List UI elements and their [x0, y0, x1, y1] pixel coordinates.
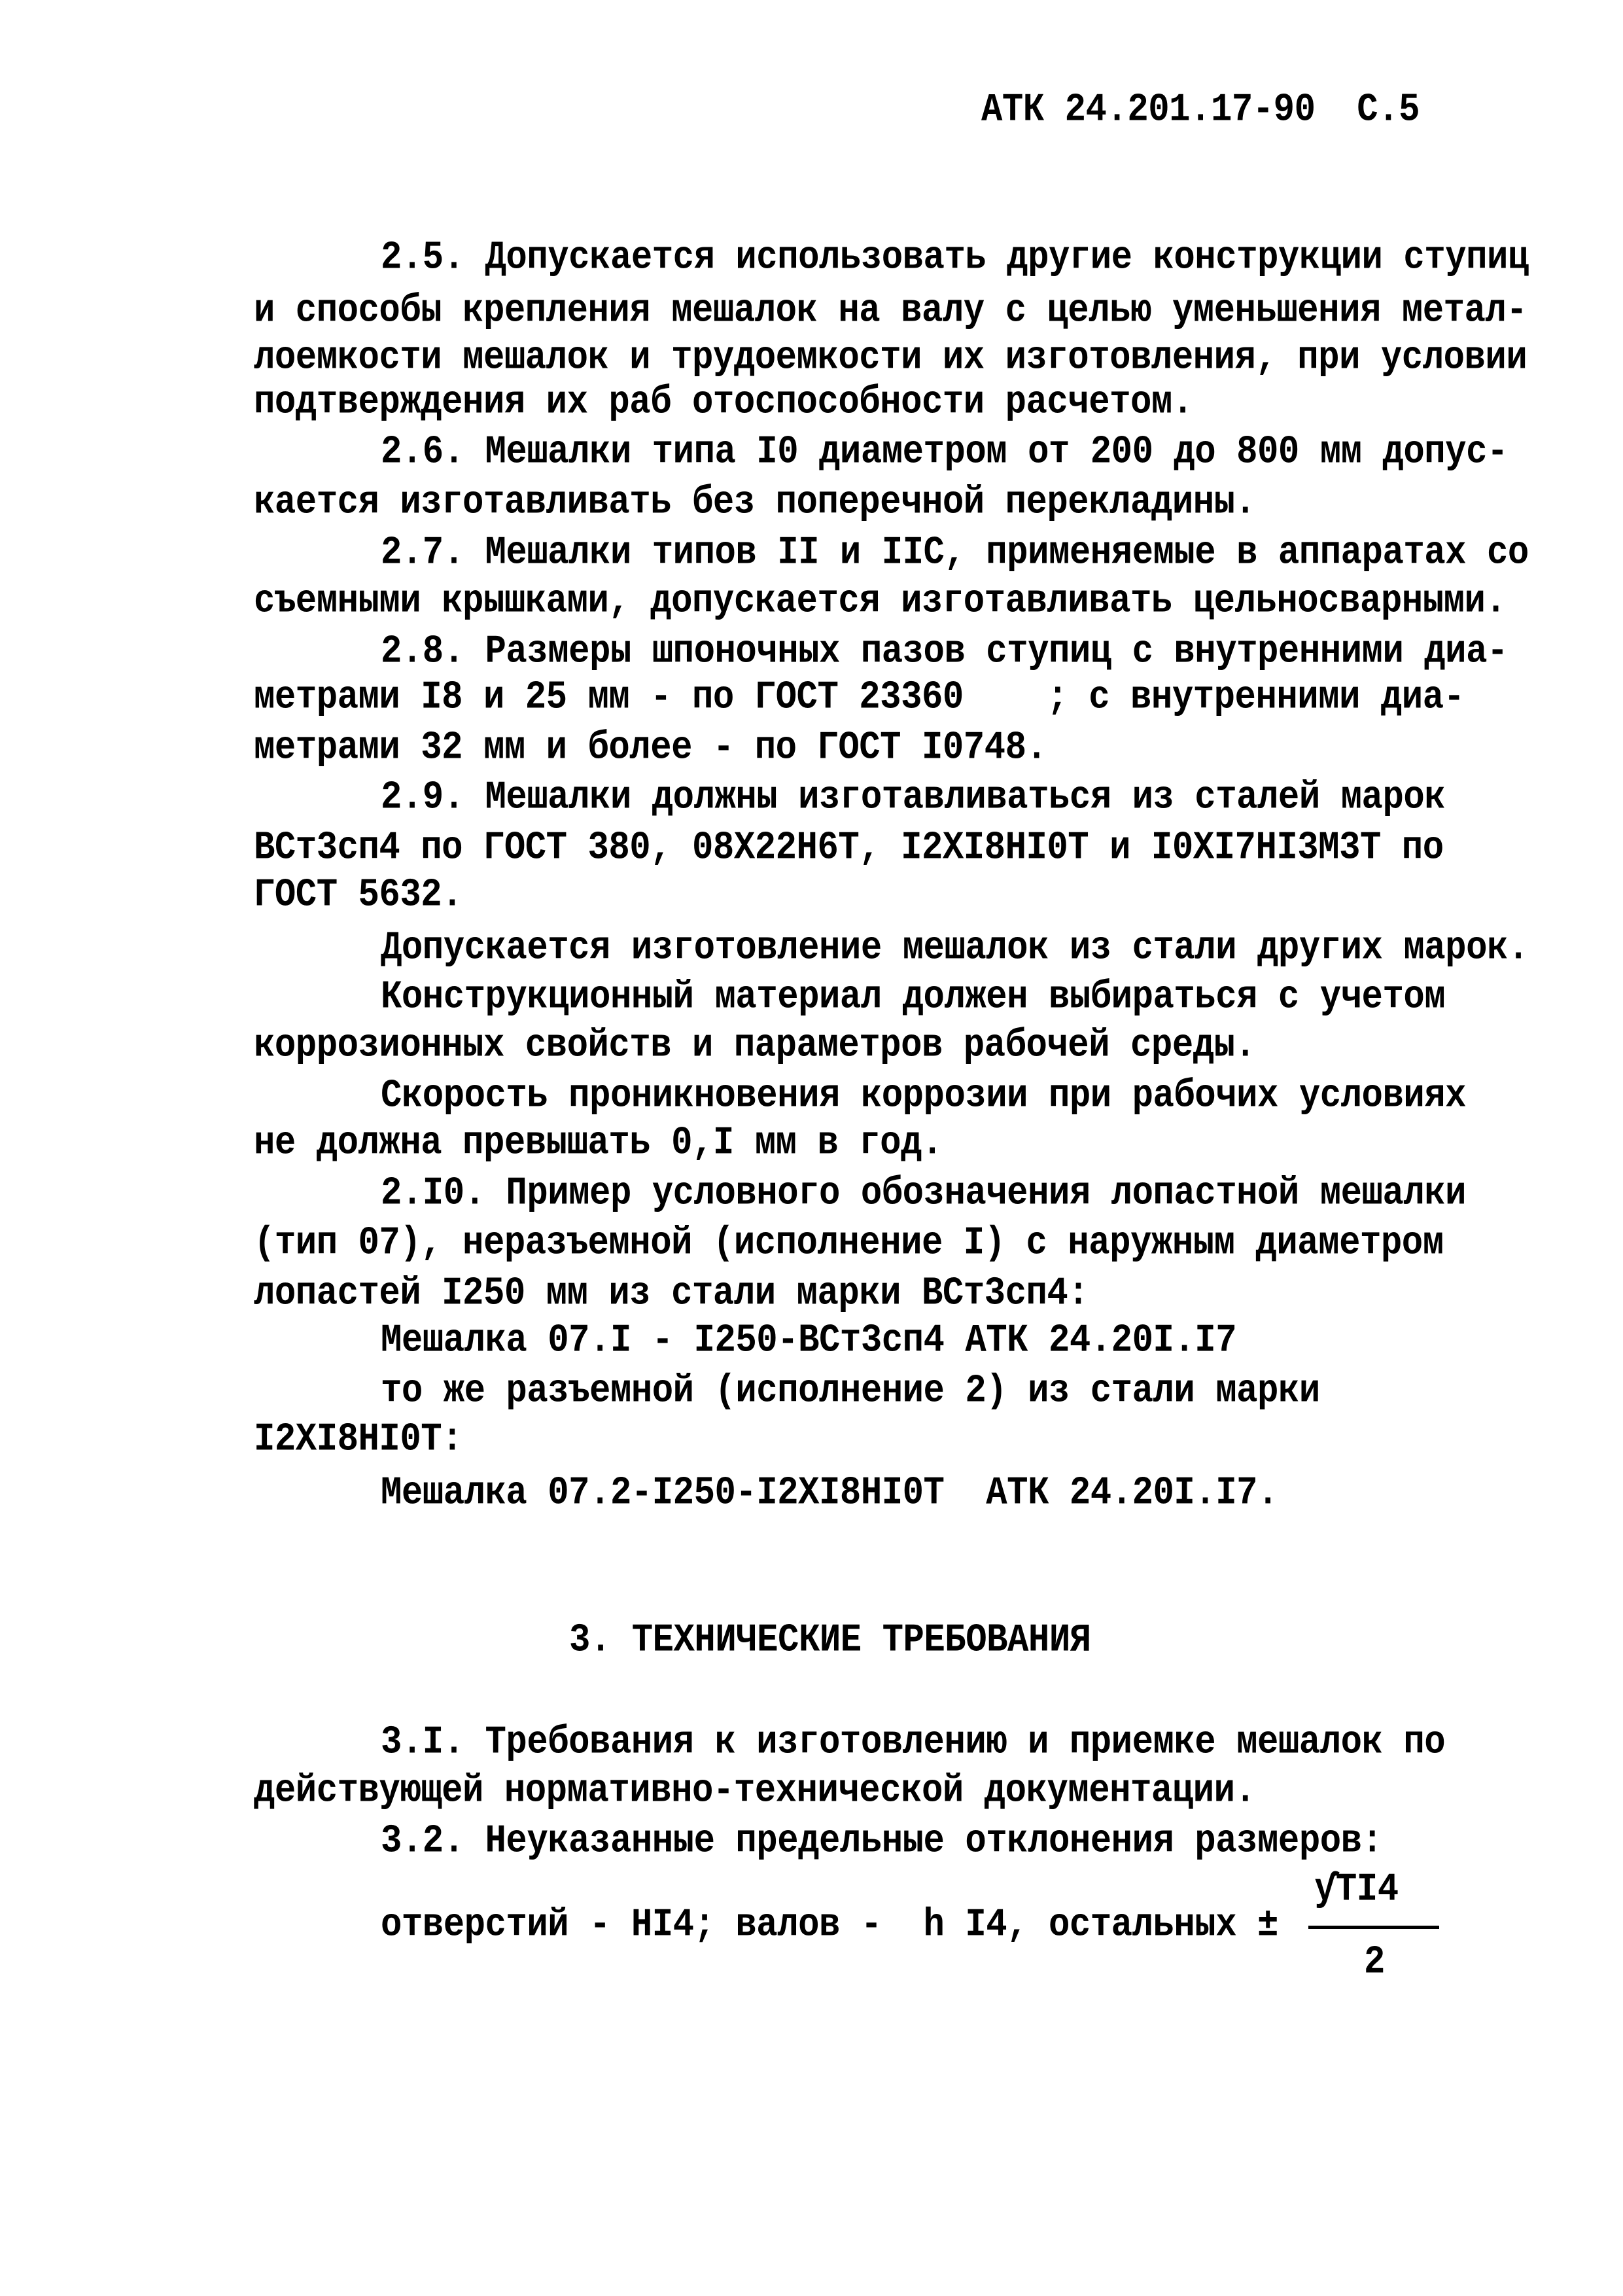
tolerance-formula: отверстий - НI4; валов - h I4, остальных ±	[381, 1903, 1278, 1948]
paragraph-same-line: I2ХI8НI0Т:	[254, 1417, 463, 1462]
paragraph-2-8-line: метрами I8 и 25 мм - по ГОСТ 23360 ; с внутренними диа-	[254, 675, 1465, 720]
paragraph-2-6-line: кается изготавливать без поперечной перекладины.	[254, 480, 1256, 525]
paragraph-3-1-line: действующей нормативно-технической документации.	[254, 1769, 1256, 1814]
paragraph-material-line: коррозионных свойств и параметров рабочей среды.	[254, 1023, 1256, 1069]
paragraph-2-6-line: 2.6. Мешалки типа I0 диаметром от 200 до 800 мм допус-	[381, 430, 1508, 475]
paragraph-2-5-line: лоемкости мешалок и трудоемкости их изготовления, при условии	[254, 336, 1527, 381]
fraction-numerator: ƴTI4	[1315, 1867, 1399, 1913]
paragraph-3-2: 3.2. Неуказанные предельные отклонения размеров:	[381, 1819, 1383, 1864]
paragraph-material-line: Конструкционный материал должен выбираться с учетом	[381, 975, 1446, 1020]
paragraph-2-9-line: 2.9. Мешалки должны изготавливаться из сталей марок	[381, 775, 1446, 821]
paragraph-2-7-line: 2.7. Мешалки типов II и IIС, применяемые в аппаратах со	[381, 531, 1529, 576]
paragraph-2-8-line: метрами 32 мм и более - по ГОСТ I0748.	[254, 726, 1047, 771]
page-number: С.5	[1357, 88, 1420, 133]
paragraph-corrosion-line: Скорость проникновения коррозии при рабочих условиях	[381, 1074, 1467, 1119]
paragraph-2-10-line: (тип 07), неразъемной (исполнение I) с наружным диаметром	[254, 1221, 1444, 1266]
paragraph-corrosion-line: не должна превышать 0,I мм в год.	[254, 1121, 943, 1166]
paragraph-2-10-line: лопастей I250 мм из стали марки ВСт3сп4:	[254, 1271, 1089, 1316]
paragraph-3-1-line: 3.I. Требования к изготовлению и приемке мешалок по	[381, 1720, 1446, 1765]
paragraph-other-steels: Допускается изготовление мешалок из стали других марок.	[381, 926, 1529, 971]
document-code: АТК 24.201.17-90	[981, 88, 1316, 133]
fraction-bar	[1308, 1926, 1439, 1929]
paragraph-2-9-line: ГОСТ 5632.	[254, 873, 463, 918]
paragraph-2-5-line: подтверждения их раб отоспособности расчетом.	[254, 380, 1193, 425]
paragraph-2-9-line: ВСт3сп4 по ГОСТ 380, 08Х22Н6Т, I2ХI8НI0Т и I0ХI7НI3М3Т по	[254, 826, 1444, 871]
designation-example-1: Мешалка 07.I - I250-ВСт3сп4 АТК 24.20I.I7	[381, 1318, 1237, 1364]
paragraph-2-10-line: 2.I0. Пример условного обозначения лопастной мешалки	[381, 1171, 1467, 1216]
paragraph-2-7-line: съемными крышками, допускается изготавливать цельносварными.	[254, 579, 1507, 624]
designation-example-2: Мешалка 07.2-I250-I2ХI8НI0Т АТК 24.20I.I7.	[381, 1471, 1278, 1516]
fraction-denominator: 2	[1364, 1940, 1385, 1985]
paragraph-2-8-line: 2.8. Размеры шпоночных пазов ступиц с внутренними диа-	[381, 629, 1508, 675]
paragraph-2-5-line: и способы крепления мешалок на валу с целью уменьшения метал-	[254, 289, 1527, 334]
section-heading: 3. ТЕХНИЧЕСКИЕ ТРЕБОВАНИЯ	[569, 1618, 1091, 1663]
document-code-and-page	[981, 82, 1420, 138]
paragraph-2-5-line: 2.5. Допускается использовать другие конструкции ступиц	[381, 236, 1529, 281]
paragraph-same-line: то же разъемной (исполнение 2) из стали марки	[381, 1369, 1320, 1414]
